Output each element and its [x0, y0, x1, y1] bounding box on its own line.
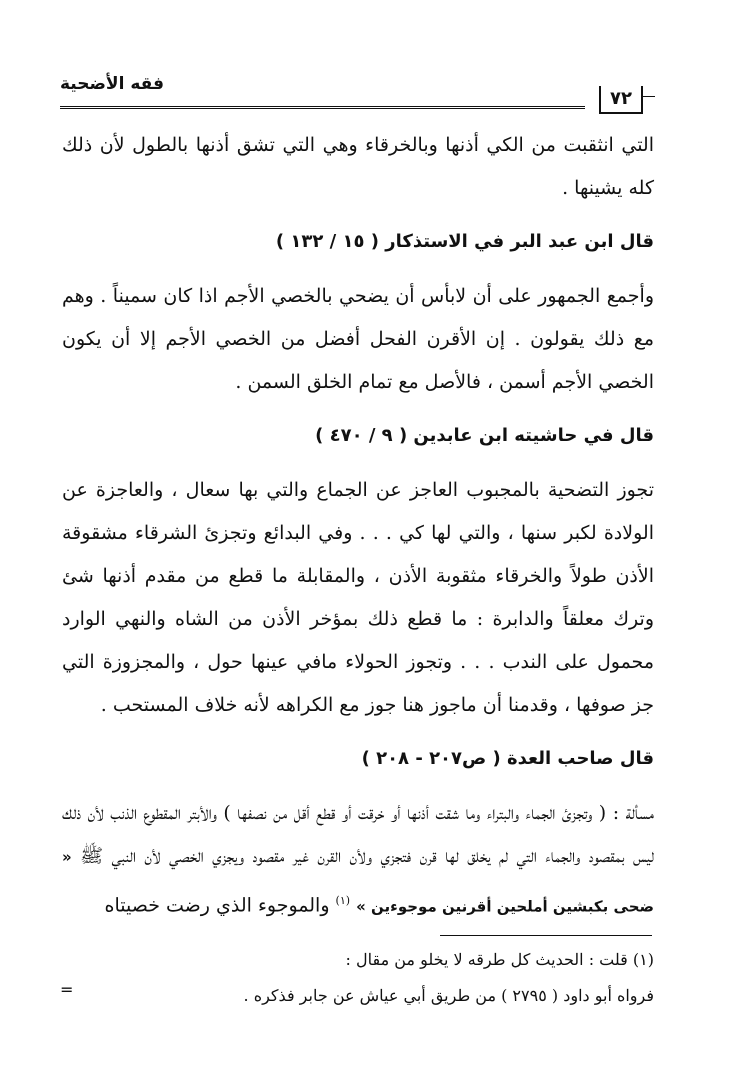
hadith-quote: « ضحى بكبشين أملحين أقرنين موجوءين »: [62, 848, 654, 916]
page-header: [60, 70, 655, 120]
footnote-separator: [440, 935, 652, 936]
continuation-mark: =: [60, 980, 74, 999]
footnote-line-1: (١) قلت : الحديث كل طرقه لا يخلو من مقال :: [345, 950, 654, 969]
paragraph-4-text: مسألة : ( وتجزئ الجماء والبتراء وما شقت أذنها أو خرقت أو قطع أقل من نصفها ) والأبتر المقطوع الذنب لأن ذلك ليس بمقصود والجماء التي لم يخلق لها قرن فتجزي ولأن القرن غير مقصود ويجزي الخصي لأن النبي ﷺ: [62, 802, 654, 867]
heading-al-udda: قال صاحب العدة ( ص٢٠٧ - ٢٠٨ ): [361, 748, 654, 769]
header-rule: [60, 106, 585, 109]
heading-ibn-abidin: قال في حاشيته ابن عابدين ( ٩ / ٤٧٠ ): [315, 425, 654, 446]
page-number: ٧٢: [599, 86, 643, 114]
paragraph-4: [62, 792, 654, 928]
header-rule-right: [643, 96, 655, 97]
main-text: [62, 124, 654, 928]
heading-istidhkar: قال ابن عبد البر في الاستذكار ( ١٥ / ١٣٢ ): [275, 231, 654, 252]
footnote-ref: (١): [335, 894, 351, 907]
footnote-line-2: فرواه أبو داود ( ٢٧٩٥ ) من طريق أبي عياش عن جابر فذكره .: [243, 986, 654, 1005]
book-title: فقه الأضحية: [60, 74, 165, 94]
paragraph-4-tail: والموجوء الذي رضت خصيتاه: [104, 894, 330, 917]
paragraph-1: التي انثقبت من الكي أذنها وبالخرقاء وهي التي تشق أذنها بالطول لأن ذلك كله يشينها .: [62, 134, 654, 199]
paragraph-3: تجوز التضحية بالمجبوب العاجز عن الجماع والتي بها سعال ، والعاجزة عن الولادة لكبر سنها ، والتي لها كي . . . وفي البدائع وتجزئ الشرقاء مشقوقة الأذن طولاً والخرقاء مثقوبة الأذن ، والمقابلة ما قطع من مقدم أذنها شئ وترك معلقاً والدابرة : ما قطع ذلك بمؤخر الأذن من الشاه والنهي الوارد محمول على الندب . . . وتجوز الحولاء مافي عينها حول ، والمجزوزة التي جز صوفها ، وقدمنا أن ماجوز هنا جوز مع الكراهه لأنه خلاف المستحب .: [62, 479, 654, 716]
paragraph-2: وأجمع الجمهور على أن لابأس أن يضحي بالخصي الأجم اذا كان سميناً . وهم مع ذلك يقولون . إن الأقرن الفحل أفضل من الخصي الأجم إلا أن يكون الخصي الأجم أسمن ، فالأصل مع تمام الخلق السمن .: [62, 285, 654, 393]
footnotes: [62, 942, 654, 1014]
